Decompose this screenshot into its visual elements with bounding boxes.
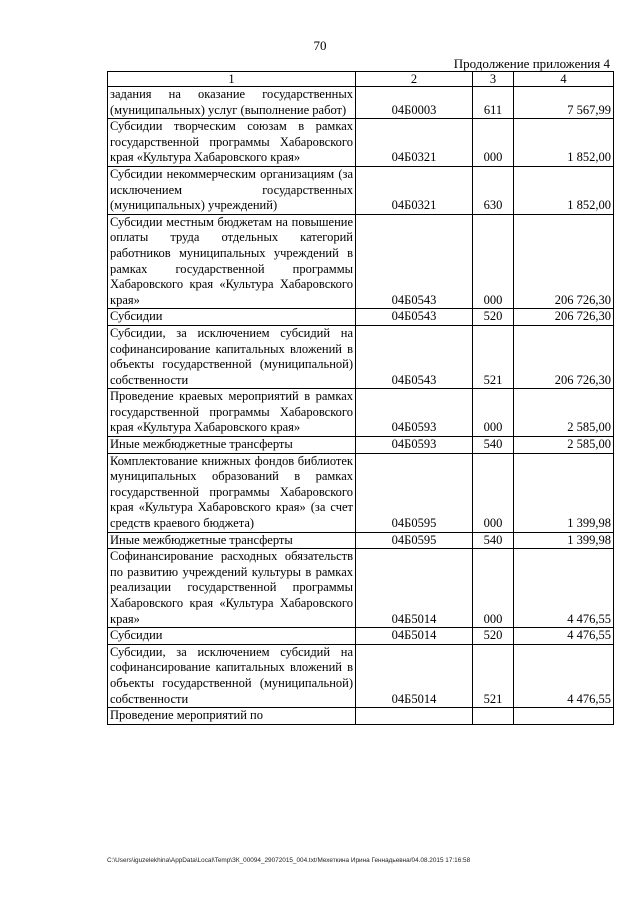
row-sum-cell: 206 726,30 (514, 309, 614, 326)
row-sum-cell: 2 585,00 (514, 389, 614, 437)
column-header-name: 1 (108, 72, 356, 87)
row-code-cell: 04Б5014 (356, 549, 473, 628)
row-sum-cell (514, 708, 614, 725)
row-kind-cell: 000 (473, 453, 514, 532)
row-name-cell: Субсидии некоммерческим организациям (за исключением государственных (муниципальных) учреждений) (108, 166, 356, 214)
table-row (108, 532, 614, 549)
table-row (108, 309, 614, 326)
row-sum-cell: 4 476,55 (514, 644, 614, 707)
row-name-cell: Субсидии (108, 628, 356, 645)
row-name-cell: задания на оказание государственных (муниципальных) услуг (выполнение работ) (108, 87, 356, 119)
row-kind-cell (473, 708, 514, 725)
row-name-cell: Комплектование книжных фондов библиотек муниципальных образований в рамках государственной программы Хабаровского края «Культура Хабаровского края» (за счет средств краевого бюджета) (108, 453, 356, 532)
row-code-cell: 04Б5014 (356, 628, 473, 645)
row-sum-cell: 4 476,55 (514, 549, 614, 628)
row-kind-cell: 520 (473, 628, 514, 645)
row-sum-cell: 4 476,55 (514, 628, 614, 645)
row-name-cell: Проведение мероприятий по (108, 708, 356, 725)
row-kind-cell: 521 (473, 325, 514, 388)
row-kind-cell: 540 (473, 437, 514, 454)
column-header-kind: 3 (473, 72, 514, 87)
row-kind-cell: 000 (473, 119, 514, 167)
row-name-cell: Проведение краевых мероприятий в рамках государственной программы Хабаровского края «Культура Хабаровского края» (108, 389, 356, 437)
row-code-cell: 04Б0543 (356, 325, 473, 388)
row-code-cell: 04Б0595 (356, 453, 473, 532)
row-kind-cell: 000 (473, 549, 514, 628)
row-code-cell: 04Б0595 (356, 532, 473, 549)
row-name-cell: Субсидии творческим союзам в рамках государственной программы Хабаровского края «Культура Хабаровского края» (108, 119, 356, 167)
budget-table (107, 71, 614, 725)
row-sum-cell: 7 567,99 (514, 87, 614, 119)
column-header-code: 2 (356, 72, 473, 87)
row-name-cell: Субсидии, за исключением субсидий на софинансирование капитальных вложений в объекты государственной (муниципальной) собственности (108, 325, 356, 388)
page-number: 70 (313, 38, 327, 53)
row-sum-cell: 2 585,00 (514, 437, 614, 454)
table-row (108, 628, 614, 645)
row-kind-cell: 521 (473, 644, 514, 707)
table-row (108, 325, 614, 388)
row-name-cell: Субсидии (108, 309, 356, 326)
row-kind-cell: 000 (473, 214, 514, 309)
column-header-sum: 4 (514, 72, 614, 87)
footer-file-path: C:\Users\iguzelekhina\AppData\Local\Temp\ЗК_00094_29072015_004.txt/Мехеткина Ирина Геннадьевна/04.08.2015 17:16:58 (107, 857, 471, 864)
table-row (108, 214, 614, 309)
table-row (108, 644, 614, 707)
row-code-cell: 04Б5014 (356, 644, 473, 707)
row-code-cell: 04Б0321 (356, 166, 473, 214)
row-sum-cell: 1 399,98 (514, 453, 614, 532)
row-code-cell: 04Б0321 (356, 119, 473, 167)
table-row (108, 389, 614, 437)
row-kind-cell: 520 (473, 309, 514, 326)
row-name-cell: Иные межбюджетные трансферты (108, 437, 356, 454)
row-kind-cell: 630 (473, 166, 514, 214)
table-row (108, 708, 614, 725)
table-row (108, 87, 614, 119)
row-code-cell: 04Б0003 (356, 87, 473, 119)
row-sum-cell: 1 852,00 (514, 119, 614, 167)
row-kind-cell: 540 (473, 532, 514, 549)
row-name-cell: Субсидии местным бюджетам на повышение оплаты труда отдельных категорий работников муниципальных учреждений в рамках государственной программы Хабаровского края «Культура Хабаровского края» (108, 214, 356, 309)
table-row (108, 437, 614, 454)
row-code-cell: 04Б0593 (356, 437, 473, 454)
row-sum-cell: 1 852,00 (514, 166, 614, 214)
table-header-row (108, 72, 614, 87)
row-sum-cell: 1 399,98 (514, 532, 614, 549)
row-code-cell: 04Б0543 (356, 309, 473, 326)
table-row (108, 119, 614, 167)
row-name-cell: Софинансирование расходных обязательств по развитию учреждений культуры в рамках реализации государственной программы Хабаровского края «Культура Хабаровского края» (108, 549, 356, 628)
appendix-continuation-label: Продолжение приложения 4 (453, 56, 610, 71)
row-kind-cell: 000 (473, 389, 514, 437)
row-code-cell (356, 708, 473, 725)
row-name-cell: Субсидии, за исключением субсидий на софинансирование капитальных вложений в объекты государственной (муниципальной) собственности (108, 644, 356, 707)
budget-table-body (108, 87, 614, 725)
table-row (108, 166, 614, 214)
table-row (108, 549, 614, 628)
row-name-cell: Иные межбюджетные трансферты (108, 532, 356, 549)
row-sum-cell: 206 726,30 (514, 325, 614, 388)
row-code-cell: 04Б0593 (356, 389, 473, 437)
table-row (108, 453, 614, 532)
row-kind-cell: 611 (473, 87, 514, 119)
row-code-cell: 04Б0543 (356, 214, 473, 309)
row-sum-cell: 206 726,30 (514, 214, 614, 309)
